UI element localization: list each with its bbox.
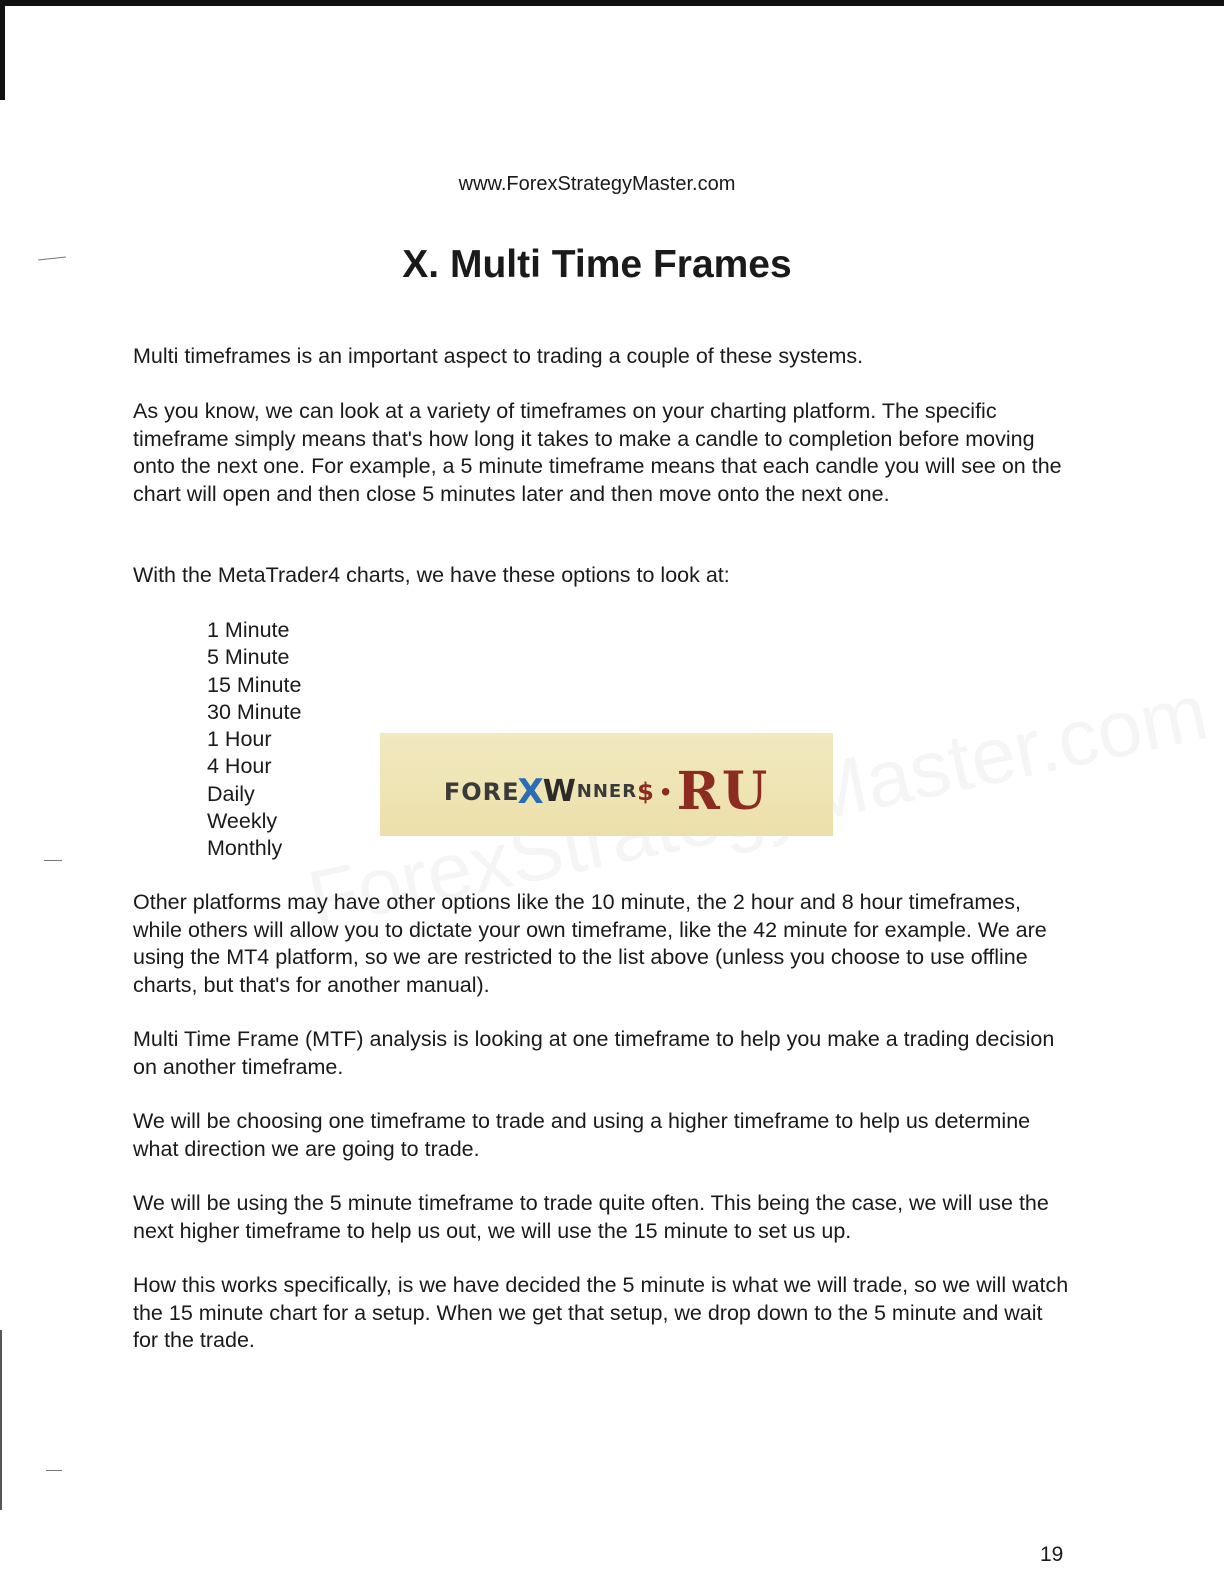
header-url: www.ForexStrategyMaster.com [458, 173, 736, 195]
list-item: 30 Minute [207, 699, 302, 724]
list-item: Weekly [207, 809, 278, 834]
paragraph-explanation: As you know, we can look at a variety of timeframes on your charting platform. The specific timeframe simply means that's how long it takes to make a candle to completion before moving onto the next one. For example, a 5 minute timeframe means that each candle you will see on the chart will open and then close 5 minutes later and then move onto the next one. [133, 399, 1062, 506]
paragraph-mtf-definition: Multi Time Frame (MTF) analysis is looking at one timeframe to help you make a trading decision on another timeframe. [133, 1027, 1055, 1079]
paragraph-mt4-options: With the MetaTrader4 charts, we have these options to look at: [133, 563, 730, 587]
paragraph-choosing: We will be choosing one timeframe to trade and using a higher timeframe to help us determine what direction we are going to trade. [133, 1109, 1031, 1161]
list-item: Monthly [207, 836, 283, 861]
list-item: 1 Minute [207, 618, 290, 642]
logo-x-text: X [517, 771, 545, 812]
logo-forex-text: FORE [443, 777, 520, 806]
list-item: Daily [207, 781, 255, 806]
forexwinners-banner [380, 733, 833, 836]
list-item: 5 Minute [207, 645, 290, 670]
page-number: 19 [1040, 1543, 1064, 1566]
page-title: X. Multi Time Frames [402, 243, 792, 286]
paragraph-intro: Multi timeframes is an important aspect to trading a couple of these systems. [133, 344, 864, 368]
scan-edge-top [0, 0, 1224, 6]
scan-edge-left-lower [0, 1330, 2, 1510]
paragraph-other-platforms: Other platforms may have other options like the 10 minute, the 2 hour and 8 hour timeframes, while others will allow you to dictate your own timeframe, like the 42 minute for example. We are using the MT4 platform, so we are restricted to the list above (unless you choose to use offline charts, but that's for another manual). [133, 890, 1047, 997]
logo-w-text: W [542, 774, 577, 809]
paragraph-how-it-works: How this works specifically, is we have decided the 5 minute is what we will trade, so we will watch the 15 minute chart for a setup. When we get that setup, we drop down to the 5 minute and wait for the trade. [133, 1273, 1069, 1352]
banner-logo [444, 761, 769, 822]
list-item: 4 Hour [207, 754, 272, 779]
timeframe-list [207, 617, 301, 863]
scan-speck [44, 860, 62, 861]
logo-dot: • [660, 775, 671, 807]
scan-speck [46, 1470, 62, 1471]
logo-nners-text: NNER [576, 781, 638, 802]
paragraph-five-minute: We will be using the 5 minute timeframe to trade quite often. This being the case, we will use the next higher timeframe to help us out, we will use the 15 minute to set us up. [133, 1191, 1049, 1243]
logo-ru-text: RU [676, 761, 770, 822]
scan-edge-left [0, 0, 5, 100]
list-item: 15 Minute [207, 672, 302, 697]
logo-dollar-text: $ [637, 777, 655, 806]
list-item: 1 Hour [207, 727, 272, 752]
